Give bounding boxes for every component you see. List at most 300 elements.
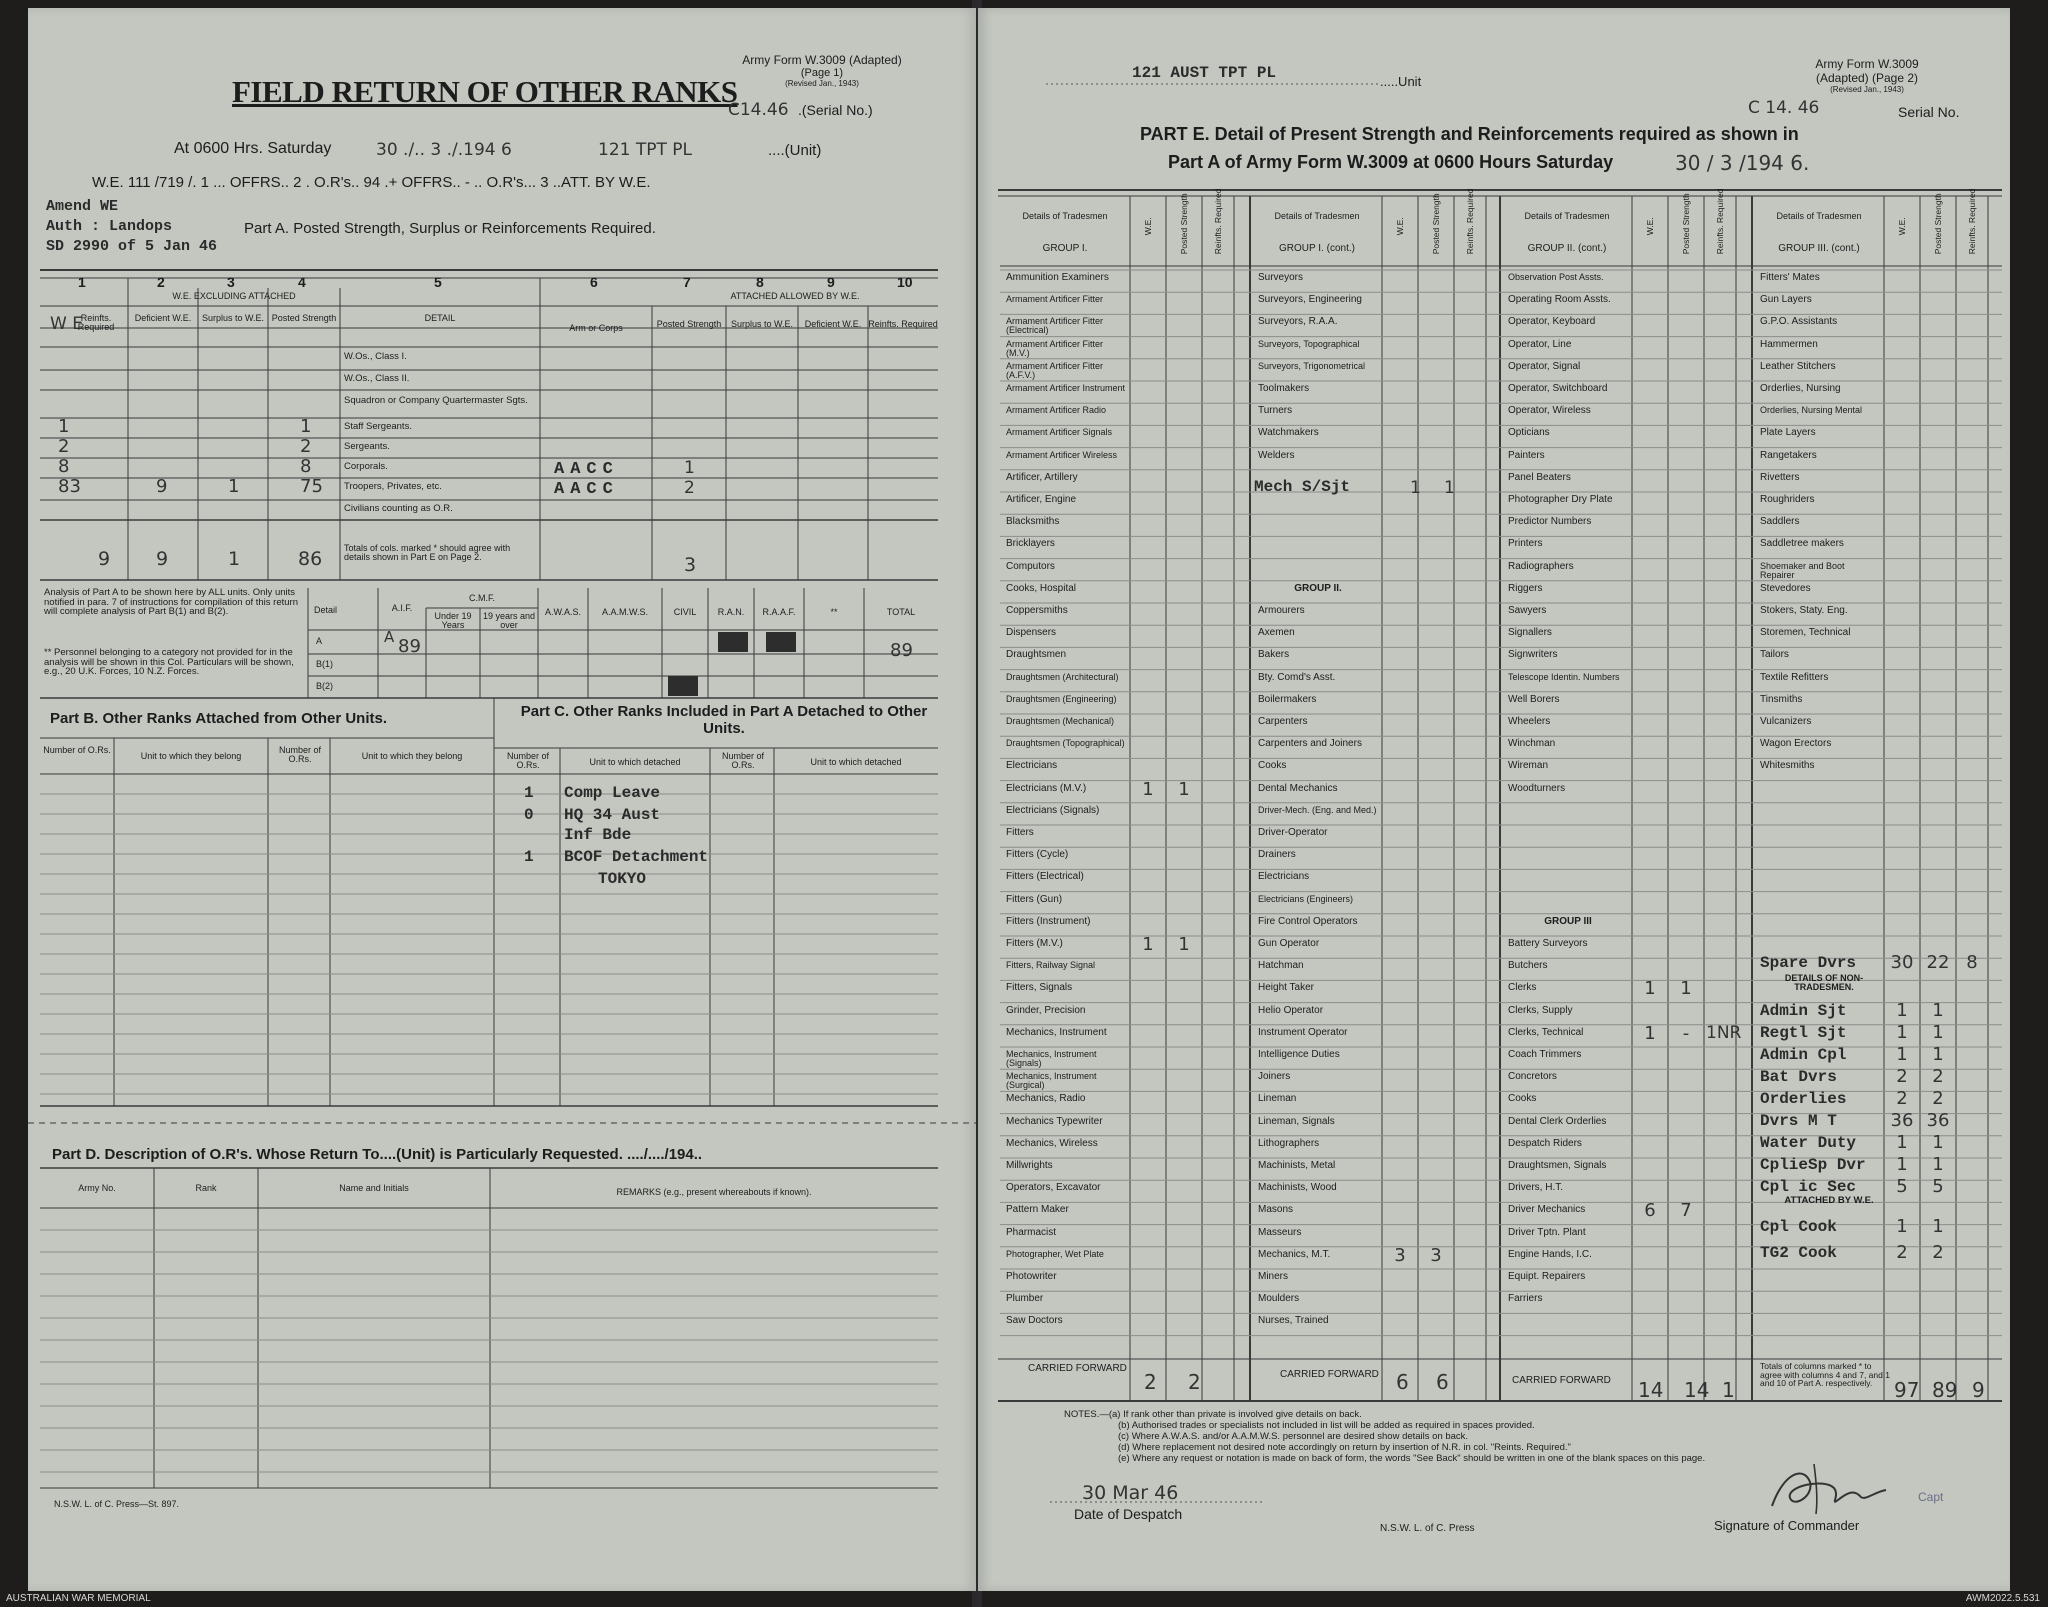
part-d-title: Part D. Description of O.R's. Whose Return To....(Unit) is Particularly Requested. ..../..../194.. bbox=[52, 1146, 703, 1163]
trade-row: Clerks, Technical bbox=[1508, 1026, 1584, 1038]
spare-posted: 22 bbox=[1926, 952, 1950, 973]
trade-row: Intelligence Duties bbox=[1258, 1049, 1340, 1060]
trade-row: Dental Mechanics bbox=[1258, 782, 1338, 794]
return-unit: 121 TPT PL bbox=[598, 140, 692, 160]
trade-row: Woodturners bbox=[1508, 782, 1566, 794]
header-details: Details of Tradesmen bbox=[1274, 211, 1360, 221]
despatch-label: Date of Despatch bbox=[1074, 1506, 1183, 1522]
archive-credit: AUSTRALIAN WAR MEMORIAL bbox=[6, 1593, 151, 1604]
non-tradesman-we: 1 bbox=[1896, 1044, 1908, 1065]
trade-row: Well Borers bbox=[1508, 693, 1560, 705]
trade-row: Plate Layers bbox=[1760, 427, 1816, 439]
trade-row: Saddletree makers bbox=[1760, 538, 1844, 550]
trade-row: Panel Beaters bbox=[1508, 471, 1571, 483]
row-arm-corps: AACC bbox=[554, 480, 619, 499]
non-tradesman-we: 5 bbox=[1896, 1176, 1908, 1197]
trade-row: Electricians (Engineers) bbox=[1258, 893, 1354, 904]
row-posted: 1 bbox=[300, 416, 312, 437]
trade-row: Tinsmiths bbox=[1760, 693, 1803, 705]
column-number: 5 bbox=[434, 274, 442, 290]
trade-row: Surveyors, Trigonometrical bbox=[1258, 360, 1366, 371]
header-reinfts: Reinfts. Required bbox=[77, 313, 115, 332]
we-establishment-line: W.E. 111 /719 /. 1 ... OFFRS.. 2 . O.R's.. 94 .+ OFFRS.. - .. O.R's... 3 ..ATT. BY W.E. bbox=[92, 174, 651, 191]
trade-row: Armament Artificer Radio bbox=[1006, 405, 1107, 416]
group-header: GROUP III. (cont.) bbox=[1778, 243, 1860, 254]
group-header: GROUP I. (cont.) bbox=[1279, 243, 1355, 254]
attached-row: TG2 Cook bbox=[1760, 1244, 1837, 1262]
trade-row: Wagon Erectors bbox=[1760, 738, 1832, 750]
non-tradesman-row: Bat Dvrs bbox=[1760, 1068, 1837, 1086]
trade-row: Vulcanizers bbox=[1760, 716, 1812, 727]
part-b-title: Part B. Other Ranks Attached from Other Units. bbox=[50, 710, 388, 727]
cf3-reinfts: 1 bbox=[1722, 1378, 1735, 1402]
total-reinfts: 9 bbox=[98, 548, 111, 570]
trade-row: Artificer, Engine bbox=[1006, 494, 1077, 505]
row-surplus: 1 bbox=[228, 476, 240, 497]
trade-row: Masons bbox=[1258, 1204, 1294, 1216]
row-reinfts: 2 bbox=[58, 436, 70, 457]
non-tradesman-we: 1 bbox=[1896, 1000, 1908, 1021]
trade-row: Saddlers bbox=[1760, 516, 1800, 528]
trade-row: Fitters bbox=[1006, 827, 1034, 838]
trade-row: Butchers bbox=[1508, 960, 1548, 972]
header-we: W.E. bbox=[1896, 217, 1907, 236]
cf2-we: 6 bbox=[1396, 1370, 1409, 1394]
column-number: 10 bbox=[897, 274, 913, 290]
part-d-name: Name and Initials bbox=[339, 1183, 409, 1193]
serial-label: Serial No. bbox=[1898, 104, 1960, 120]
analysis-raaf: R.A.A.F. bbox=[762, 607, 796, 617]
trade-we: 1 bbox=[1142, 778, 1154, 800]
trade-row: Bakers bbox=[1258, 649, 1290, 661]
analysis-aif: A.I.F. bbox=[391, 603, 413, 613]
trade-row: Ammunition Examiners bbox=[1006, 272, 1109, 283]
header-att-posted: Posted Strength bbox=[656, 319, 722, 329]
non-tradesman-we: 2 bbox=[1896, 1088, 1908, 1109]
analysis-row-a: A bbox=[316, 636, 323, 646]
ink-block bbox=[668, 676, 698, 696]
analysis-cmf: C.M.F. bbox=[469, 593, 495, 603]
detached-number: 1 bbox=[524, 784, 534, 802]
trade-row: Fitters, Signals bbox=[1006, 982, 1073, 994]
row-arm-corps: AACC bbox=[554, 460, 619, 479]
trade-row: Signallers bbox=[1508, 627, 1552, 639]
non-tradesman-posted: 1 bbox=[1932, 1044, 1944, 1065]
header-reinfts: Reinfts. Required bbox=[1966, 188, 1977, 255]
trade-row: Surveyors, Engineering bbox=[1258, 294, 1362, 306]
amendment-line: Amend WE bbox=[46, 198, 119, 215]
non-tradesman-we: 1 bbox=[1896, 1154, 1908, 1175]
trade-row: Telescope Identin. Numbers bbox=[1508, 671, 1620, 682]
non-tradesman-posted: 1 bbox=[1932, 1022, 1944, 1043]
row-deficient: 9 bbox=[156, 476, 168, 497]
trade-row: Machinists, Metal bbox=[1258, 1160, 1336, 1171]
part-c-unit-header-2: Unit to which detached bbox=[810, 757, 902, 767]
trade-row: Gun Operator bbox=[1258, 938, 1320, 949]
non-tradesman-posted: 2 bbox=[1932, 1066, 1944, 1087]
page-1-field-return bbox=[28, 8, 976, 1591]
part-e-title-2: Part A of Army Form W.3009 at 0600 Hours Saturday bbox=[1168, 152, 1614, 172]
trade-row: Masseurs bbox=[1258, 1226, 1302, 1238]
analysis-ran: R.A.N. bbox=[717, 607, 745, 617]
unit-label: ....(Unit) bbox=[768, 142, 822, 159]
non-tradesman-row: Admin Sjt bbox=[1760, 1002, 1847, 1020]
cf1-posted: 2 bbox=[1188, 1370, 1201, 1394]
column-number: 2 bbox=[157, 274, 165, 290]
trade-row: Photowriter bbox=[1006, 1271, 1057, 1282]
trade-row: Mechanics, Instrument (Signals) bbox=[1006, 1049, 1097, 1068]
trade-row: Cooks bbox=[1258, 760, 1287, 772]
detached-unit: Inf Bde bbox=[564, 826, 632, 844]
non-tradesman-posted: 1 bbox=[1932, 1132, 1944, 1153]
serial-number: C 14. 46 bbox=[1748, 98, 1820, 118]
trade-row: Fitters (M.V.) bbox=[1006, 938, 1063, 949]
trade-row: Farriers bbox=[1508, 1293, 1543, 1305]
header-details: Details of Tradesmen bbox=[1524, 211, 1610, 221]
despatch-date: 30 Mar 46 bbox=[1082, 1482, 1179, 1504]
cf3-we: 14 bbox=[1638, 1378, 1664, 1402]
trade-row: Storemen, Technical bbox=[1760, 627, 1851, 639]
trade-row: Drivers, H.T. bbox=[1508, 1182, 1563, 1194]
total-surplus: 1 bbox=[228, 548, 241, 570]
trade-row: GROUP III bbox=[1544, 915, 1592, 927]
printer-imprint: N.S.W. L. of C. Press—St. 897. bbox=[54, 1499, 180, 1509]
total-deficient: 9 bbox=[156, 548, 169, 570]
header-surplus: Surplus to W.E. bbox=[201, 313, 265, 323]
trade-row: Coppersmiths bbox=[1006, 605, 1068, 616]
trade-row: Watchmakers bbox=[1258, 427, 1319, 439]
spare-reinfts: 8 bbox=[1966, 952, 1978, 973]
analysis-awas: A.W.A.S. bbox=[544, 607, 581, 617]
row-posted: 2 bbox=[300, 436, 312, 457]
column-number: 9 bbox=[827, 274, 835, 290]
non-tradesman-posted: 2 bbox=[1932, 1088, 1944, 1109]
row-detail: Sergeants. bbox=[344, 441, 390, 452]
trade-row: Stokers, Staty. Eng. bbox=[1760, 605, 1848, 616]
trade-row: Orderlies, Nursing Mental bbox=[1760, 405, 1863, 416]
analysis-note: Analysis of Part A to be shown here by ALL units. Only units notified in para. 7 of instructions for compilation of this return will complete analysis of Part B(1) and B(2). bbox=[44, 587, 298, 617]
total-reinfts: 9 bbox=[1972, 1378, 1985, 1402]
trade-row: Turners bbox=[1258, 405, 1293, 417]
trade-row: Mechanics Typewriter bbox=[1006, 1115, 1103, 1127]
trade-row: Welders bbox=[1258, 449, 1295, 461]
trade-row: Printers bbox=[1508, 538, 1543, 550]
trade-row: Boilermakers bbox=[1258, 693, 1317, 705]
attached-row: Cpl Cook bbox=[1760, 1218, 1837, 1236]
trade-row: Operator, Line bbox=[1508, 338, 1572, 350]
mech-entry: Mech S/Sjt bbox=[1254, 478, 1351, 496]
trade-row: Armament Artificer Signals bbox=[1006, 427, 1113, 438]
part-c-title: Part C. Other Ranks Included in Part A Detached to Other Units. bbox=[520, 703, 928, 737]
analysis-aif-a-mark: A bbox=[384, 628, 395, 646]
trade-row: Nurses, Trained bbox=[1258, 1315, 1329, 1327]
trade-row: Roughriders bbox=[1760, 494, 1815, 505]
rank-capt: Capt bbox=[1918, 1490, 1944, 1504]
trade-row: Fitters (Instrument) bbox=[1006, 915, 1091, 927]
trade-row: Operator, Keyboard bbox=[1508, 316, 1596, 328]
row-detail: Civilians counting as O.R. bbox=[344, 503, 453, 514]
trade-row: Artificer, Artillery bbox=[1006, 471, 1078, 483]
part-e-title: PART E. Detail of Present Strength and Reinforcements required as shown in bbox=[1140, 124, 1799, 144]
trade-row: Concretors bbox=[1508, 1071, 1557, 1083]
group-header: GROUP I. bbox=[1042, 243, 1088, 254]
trade-row: Whitesmiths bbox=[1760, 760, 1815, 772]
trade-row: Leather Stitchers bbox=[1760, 360, 1836, 372]
part-b-number-header-2: Number of O.Rs. bbox=[278, 745, 322, 764]
trade-row: Clerks, Supply bbox=[1508, 1004, 1573, 1016]
attached-we: 1 bbox=[1896, 1216, 1908, 1237]
part-d-remarks: REMARKS (e.g., present whereabouts if known). bbox=[616, 1187, 812, 1197]
trade-row: Surveyors, R.A.A. bbox=[1258, 316, 1338, 328]
trade-row: Pharmacist bbox=[1006, 1226, 1057, 1238]
note-line: (e) Where any request or notation is made on back of form, the words "See Back" should be written in one of the blank spaces on this page. bbox=[1118, 1453, 1706, 1464]
trade-row: Drainers bbox=[1258, 849, 1296, 861]
trade-row: Mechanics, Wireless bbox=[1006, 1137, 1098, 1149]
part-e-date: 30 / 3 /194 6. bbox=[1675, 151, 1810, 175]
trade-row: Coach Trimmers bbox=[1508, 1049, 1582, 1060]
non-tradesman-posted: 5 bbox=[1932, 1176, 1944, 1197]
trade-row: Armament Artificer Fitter (A.F.V.) bbox=[1006, 360, 1104, 380]
trade-row: Fitters' Mates bbox=[1760, 272, 1820, 283]
cf2-posted: 6 bbox=[1436, 1370, 1449, 1394]
trade-row: Draughtsmen (Topographical) bbox=[1006, 738, 1125, 749]
row-detail: Troopers, Privates, etc. bbox=[344, 481, 442, 492]
trade-row: Opticians bbox=[1508, 427, 1550, 439]
note-line: (b) Authorised trades or specialists not included in list will be added as required in spaces provided. bbox=[1118, 1420, 1535, 1431]
form-number: Army Form W.3009 (Adapted) bbox=[742, 53, 902, 67]
trade-row: Clerks bbox=[1508, 982, 1537, 994]
row-reinfts: 1 bbox=[58, 416, 70, 437]
header-att-surplus: Surplus to W.E. bbox=[730, 319, 794, 329]
trade-row: Dental Clerk Orderlies bbox=[1508, 1115, 1607, 1127]
trade-row: Textile Refitters bbox=[1760, 671, 1829, 683]
trade-row: Battery Surveyors bbox=[1508, 938, 1588, 949]
serial-number: C14.46 bbox=[728, 100, 789, 120]
at-hrs-label: At 0600 Hrs. Saturday bbox=[174, 140, 332, 157]
trade-row: Mechanics, Instrument bbox=[1006, 1026, 1107, 1038]
trade-row: Shoemaker and Boot Repairer bbox=[1760, 560, 1845, 580]
part-c-unit-header: Unit to which detached bbox=[589, 757, 681, 767]
header-posted: Posted Strength bbox=[1680, 193, 1691, 255]
trade-row: Winchman bbox=[1508, 738, 1556, 750]
part-d-army-no: Army No. bbox=[78, 1183, 116, 1193]
trade-row: Mechanics, Radio bbox=[1006, 1093, 1086, 1105]
unit-name: 121 AUST TPT PL bbox=[1132, 64, 1277, 82]
signature-label: Signature of Commander bbox=[1714, 1518, 1860, 1533]
total-posted: 86 bbox=[298, 548, 323, 570]
non-tradesmen-title: DETAILS OF NON-TRADESMEN. bbox=[1784, 973, 1864, 992]
mech-posted: 1 bbox=[1444, 478, 1455, 498]
non-tradesman-row: Orderlies bbox=[1760, 1090, 1847, 1108]
detached-unit: Comp Leave bbox=[564, 784, 661, 802]
trade-row: Millwrights bbox=[1006, 1160, 1053, 1171]
trade-row: Moulders bbox=[1258, 1293, 1300, 1305]
analysis-other: ** bbox=[830, 607, 838, 617]
analysis-aamws: A.A.M.W.S. bbox=[601, 607, 648, 617]
revised-date: (Revised Jan., 1943) bbox=[785, 79, 859, 88]
row-attached-posted: 1 bbox=[684, 458, 695, 478]
column-number: 3 bbox=[227, 274, 235, 290]
trade-we: 1 bbox=[1142, 934, 1154, 955]
non-tradesman-row: Cpl ic Sec bbox=[1760, 1178, 1857, 1196]
trade-row: Armament Artificer Fitter bbox=[1006, 294, 1104, 305]
column-number: 6 bbox=[590, 274, 598, 290]
part-c-number-header-2: Number of O.Rs. bbox=[721, 751, 765, 770]
trade-we: 6 bbox=[1644, 1200, 1656, 1222]
trade-row: Bty. Comd's Asst. bbox=[1258, 671, 1336, 683]
attached-posted: 1 bbox=[1932, 1216, 1944, 1237]
trade-row: Driver Mechanics bbox=[1508, 1204, 1586, 1216]
trade-row: Photographer, Wet Plate bbox=[1006, 1248, 1104, 1259]
non-tradesman-we: 1 bbox=[1896, 1022, 1908, 1043]
non-tradesman-row: Water Duty bbox=[1760, 1134, 1857, 1152]
note-line: (d) Where replacement not desired note accordingly on return by insertion of N.R. in col. "Reints. Required." bbox=[1118, 1442, 1571, 1453]
trade-row: Saw Doctors bbox=[1006, 1315, 1063, 1327]
we-excluding-attached: W.E. EXCLUDING ATTACHED bbox=[172, 291, 296, 301]
trade-row: G.P.O. Assistants bbox=[1760, 316, 1838, 328]
trade-row: Driver-Mech. (Eng. and Med.) bbox=[1258, 804, 1377, 815]
trade-row: Driver Tptn. Plant bbox=[1508, 1226, 1586, 1238]
trade-row: Stevedores bbox=[1760, 582, 1811, 594]
trade-row: Radiographers bbox=[1508, 560, 1574, 572]
analysis-detail: Detail bbox=[314, 605, 338, 615]
trade-row: Fire Control Operators bbox=[1258, 915, 1358, 927]
amendment-authority: Auth : Landops bbox=[46, 218, 173, 235]
trade-row: Axemen bbox=[1258, 627, 1295, 639]
trade-row: Armourers bbox=[1258, 605, 1305, 616]
analysis-civil: CIVIL bbox=[673, 607, 697, 617]
row-detail: W.Os., Class I. bbox=[344, 351, 407, 362]
trade-row: Rangetakers bbox=[1760, 449, 1817, 461]
trade-row: Predictor Numbers bbox=[1508, 516, 1592, 528]
analysis-aif-value: 89 bbox=[398, 636, 421, 657]
row-reinfts: 83 bbox=[58, 476, 81, 497]
header-detail: DETAIL bbox=[424, 313, 456, 323]
trade-row: Gun Layers bbox=[1760, 294, 1812, 306]
header-posted: Posted Strength bbox=[1178, 193, 1189, 255]
analysis-note-2: ** Personnel belonging to a category not provided for in the analysis will be shown in this Col. Particulars will be shown, e.g., 20 U.K. Forces, 10 N.Z. Forces. bbox=[44, 647, 294, 677]
cf1-we: 2 bbox=[1144, 1370, 1157, 1394]
header-att-reinfts: Reinfts. Required bbox=[868, 319, 938, 329]
header-deficient: Deficient W.E. bbox=[134, 313, 192, 323]
trade-row: Operators, Excavator bbox=[1006, 1182, 1101, 1194]
non-tradesman-we: 1 bbox=[1896, 1132, 1908, 1153]
trade-row: Instrument Operator bbox=[1258, 1026, 1348, 1038]
page-2-part-e bbox=[978, 8, 2010, 1591]
analysis-under-19: Under 19 Years bbox=[434, 611, 472, 630]
printer-imprint: N.S.W. L. of C. Press bbox=[1380, 1523, 1475, 1534]
adapted-page: (Adapted) (Page 2) bbox=[1815, 71, 1919, 85]
trade-row: Tailors bbox=[1760, 649, 1789, 661]
trade-row: Fitters (Gun) bbox=[1006, 893, 1063, 905]
unit-label: .....Unit bbox=[1380, 74, 1422, 89]
trade-row: Carpenters bbox=[1258, 716, 1308, 727]
trade-row: Armament Artificer Fitter (Electrical) bbox=[1006, 316, 1104, 336]
page-number: (Page 1) bbox=[800, 67, 844, 79]
header-att-deficient: Deficient W.E. bbox=[804, 319, 862, 329]
trade-row: Mechanics, M.T. bbox=[1258, 1248, 1331, 1260]
non-tradesman-posted: 1 bbox=[1932, 1154, 1944, 1175]
detached-number: 0 bbox=[524, 806, 534, 824]
row-detail: W.Os., Class II. bbox=[344, 373, 410, 384]
trade-row: Helio Operator bbox=[1258, 1004, 1324, 1016]
note-line: (c) Where A.W.A.S. and/or A.A.M.W.S. personnel are desired show details on back. bbox=[1118, 1431, 1469, 1442]
row-detail: Squadron or Company Quartermaster Sgts. bbox=[344, 395, 528, 406]
non-tradesman-row: Regtl Sjt bbox=[1760, 1024, 1847, 1042]
non-tradesman-posted: 1 bbox=[1932, 1000, 1944, 1021]
ruled-lines bbox=[40, 794, 938, 1472]
analysis-row-b2: B(2) bbox=[316, 681, 334, 691]
detached-unit: HQ 34 Aust bbox=[564, 806, 661, 824]
trade-row: Wireman bbox=[1508, 760, 1549, 772]
trade-row: Dispensers bbox=[1006, 627, 1057, 639]
trade-row: Observation Post Assts. bbox=[1508, 272, 1604, 282]
row-detail: Corporals. bbox=[344, 461, 388, 472]
commander-signature bbox=[1764, 1462, 1894, 1522]
row-posted: 75 bbox=[300, 476, 323, 497]
trade-row: Pattern Maker bbox=[1006, 1204, 1069, 1216]
trade-row: Sawyers bbox=[1508, 605, 1547, 616]
totals-note: Totals of columns marked * to agree with columns 4 and 7, and 1 and 10 of Part A. respectively. bbox=[1760, 1361, 1890, 1388]
row-detail: Staff Sergeants. bbox=[344, 421, 412, 432]
total-posted: 89 bbox=[1932, 1378, 1958, 1402]
trade-row: Armament Artificer Fitter (M.V.) bbox=[1006, 338, 1104, 358]
trade-posted: 1 bbox=[1178, 934, 1190, 955]
revised-date: (Revised Jan., 1943) bbox=[1830, 85, 1904, 94]
attached-posted: 2 bbox=[1932, 1242, 1944, 1263]
trade-we: 1 bbox=[1644, 978, 1656, 1000]
trade-reinfts: 1NR bbox=[1706, 1022, 1742, 1043]
note-line: NOTES.—(a) If rank other than private is involved give details on back. bbox=[1064, 1409, 1362, 1420]
trade-row: Surveyors, Topographical bbox=[1258, 338, 1360, 349]
part-b-unit-header-2: Unit to which they belong bbox=[361, 751, 463, 761]
trade-row: Lineman, Signals bbox=[1258, 1115, 1335, 1127]
column-number: 1 bbox=[78, 274, 86, 290]
trade-posted: - bbox=[1682, 1022, 1690, 1044]
trade-row: Hammermen bbox=[1760, 338, 1818, 350]
attached-we: 2 bbox=[1896, 1242, 1908, 1263]
trade-row: Electricians (M.V.) bbox=[1006, 782, 1087, 794]
header-posted: Posted Strength bbox=[271, 313, 337, 323]
part-b-unit-header: Unit to which they belong bbox=[140, 751, 242, 761]
trade-row: Fitters (Electrical) bbox=[1006, 871, 1084, 883]
column-number: 4 bbox=[298, 274, 306, 290]
spare-drivers: Spare Dvrs bbox=[1760, 954, 1857, 972]
trade-row: Surveyors bbox=[1258, 272, 1304, 283]
part-d-rank: Rank bbox=[195, 1183, 217, 1193]
trade-row: Electricians (Signals) bbox=[1006, 804, 1100, 816]
trade-posted: 1 bbox=[1680, 978, 1692, 1000]
non-tradesman-we: 2 bbox=[1896, 1066, 1908, 1087]
header-we: W.E. bbox=[1394, 217, 1405, 236]
trade-row: Fitters, Railway Signal bbox=[1006, 960, 1096, 971]
carried-forward-3: CARRIED FORWARD bbox=[1512, 1375, 1611, 1386]
trade-row: Engine Hands, I.C. bbox=[1508, 1248, 1592, 1260]
header-reinfts: Reinfts. Required bbox=[1212, 188, 1223, 255]
trade-row: Rivetters bbox=[1760, 471, 1800, 483]
trade-row: Fitters (Cycle) bbox=[1006, 849, 1069, 861]
analysis-total-value: 89 bbox=[890, 640, 913, 661]
trade-row: Signwriters bbox=[1508, 649, 1558, 661]
header-arm-corps: Arm or Corps bbox=[569, 323, 623, 333]
trade-row: Lithographers bbox=[1258, 1137, 1320, 1149]
non-tradesman-we: 36 bbox=[1890, 1110, 1914, 1131]
trade-posted: 3 bbox=[1430, 1244, 1442, 1266]
non-tradesman-posted: 36 bbox=[1926, 1110, 1950, 1131]
trade-row: Armament Artificer Wireless bbox=[1006, 449, 1118, 460]
trade-row: Riggers bbox=[1508, 582, 1543, 594]
detached-number: 1 bbox=[524, 848, 534, 866]
